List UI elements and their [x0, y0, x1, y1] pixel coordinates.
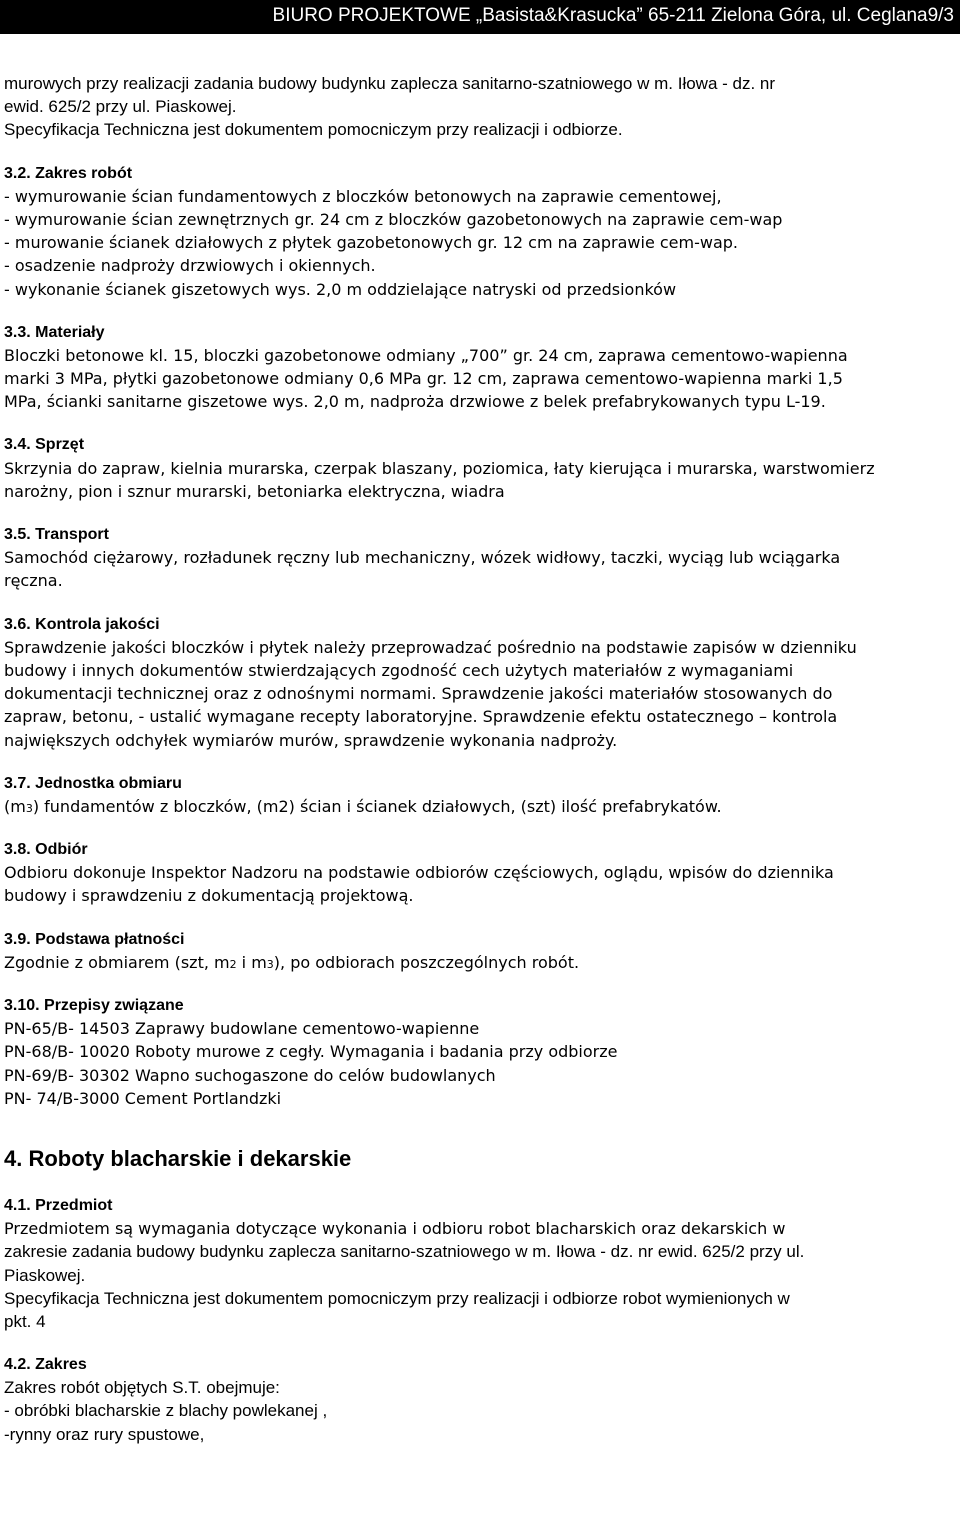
- section-heading-4-1: 4.1. Przedmiot: [4, 1196, 113, 1214]
- section-line: - osadzenie nadproży drzwiowych i okiennych.: [4, 256, 376, 276]
- section-line: budowy i sprawdzeniu z dokumentacją projektową.: [4, 886, 414, 906]
- subscript: 2: [229, 957, 237, 971]
- section-line: Skrzynia do zapraw, kielnia murarska, czerpak blaszany, poziomica, łaty kierująca i murarska, warstwomierz: [4, 458, 875, 478]
- section-heading-3-8: 3.8. Odbiór: [4, 841, 88, 859]
- page-header: [0, 0, 960, 34]
- section-line: Piaskowej.: [4, 1265, 86, 1285]
- section-heading-3-4: 3.4. Sprzęt: [4, 436, 85, 454]
- section-heading-4-2: 4.2. Zakres: [4, 1356, 87, 1374]
- section-line: Przedmiotem są wymagania dotyczące wykonania i odbioru robot blacharskich oraz dekarskich w: [4, 1219, 786, 1239]
- section-line: Sprawdzenie jakości bloczków i płytek należy przeprowadzać pośrednio na podstawie zapisów w dzienniku: [4, 637, 857, 657]
- section-heading-3-2: 3.2. Zakres robót: [4, 164, 133, 182]
- text-run: ), po odbiorach poszczególnych robót.: [273, 952, 580, 972]
- section-line: -rynny oraz rury spustowe,: [4, 1424, 205, 1444]
- section-line: Odbioru dokonuje Inspektor Nadzoru na podstawie odbiorów częściowych, oglądu, wpisów do dziennika: [4, 863, 834, 883]
- section-line: - wykonanie ścianek giszetowych wys. 2,0 m oddzielające natryski od przedsionków: [4, 279, 677, 299]
- norm-line: PN-69/B- 30302 Wapno suchogaszone do celów budowlanych: [4, 1065, 496, 1085]
- section-line: Bloczki betonowe kl. 15, bloczki gazobetonowe odmiany „700” gr. 24 cm, zaprawa cementowo-wapienna: [4, 345, 848, 365]
- text-run: ) fundamentów z bloczków, (m2) ścian i ścianek działowych, (szt) ilość prefabrykatów.: [32, 796, 722, 816]
- section-line: Specyfikacja Techniczna jest dokumentem pomocniczym przy realizacji i odbiorze robot wymienionych w: [4, 1288, 790, 1308]
- section-line: Samochód ciężarowy, rozładunek ręczny lub mechaniczny, wózek widłowy, taczki, wyciąg lub wciągarka: [4, 548, 841, 568]
- section-line: ręczna.: [4, 571, 63, 591]
- section-heading-3-7: 3.7. Jednostka obmiaru: [4, 774, 182, 792]
- section-heading-3-10: 3.10. Przepisy związane: [4, 997, 184, 1014]
- section-line: budowy i innych dokumentów stwierdzających zgodność cech użytych materiałów z wymaganiami: [4, 660, 794, 680]
- intro-line: ewid. 625/2 przy ul. Piaskowej.: [4, 97, 237, 117]
- text-run: i m: [236, 952, 267, 972]
- section-line: zapraw, betonu, - ustalić wymagane recepty laboratoryjne. Sprawdzenie efektu ostatecznego – kontrola: [4, 707, 838, 727]
- section-line: dokumentacji technicznej oraz z odnośnymi normami. Sprawdzenie jakości materiałów stosowanych do: [4, 684, 833, 704]
- intro-line: Specyfikacja Techniczna jest dokumentem pomocniczym przy realizacji i odbiorze.: [4, 120, 623, 140]
- document-body: [4, 72, 956, 1446]
- section-line: [4, 951, 956, 974]
- subscript: 3: [266, 957, 274, 971]
- norm-line: PN-68/B- 10020 Roboty murowe z cegły. Wymagania i badania przy odbiorze: [4, 1042, 618, 1062]
- section-line: - obróbki blacharskie z blachy powlekanej ,: [4, 1401, 328, 1421]
- section-line: - wymurowanie ścian fundamentowych z bloczków betonowych na zaprawie cementowej,: [4, 186, 722, 206]
- section-line: pkt. 4: [4, 1311, 46, 1331]
- section-heading-3-6: 3.6. Kontrola jakości: [4, 615, 160, 633]
- subscript: 3: [25, 801, 33, 815]
- text-run: (m: [4, 796, 26, 816]
- chapter-title: 4. Roboty blacharskie i dekarskie: [4, 1145, 352, 1171]
- header-text: BIURO PROJEKTOWE „Basista&Krasucka” 65-211 Zielona Góra, ul. Ceglana9/3: [272, 5, 954, 26]
- section-heading-3-9: 3.9. Podstawa płatności: [4, 930, 185, 948]
- norm-line: PN- 74/B-3000 Cement Portlandzki: [4, 1088, 282, 1108]
- section-line: - wymurowanie ścian zewnętrznych gr. 24 cm z bloczków gazobetonowych na zaprawie cem-wap: [4, 209, 783, 229]
- section-line: MPa, ścianki sanitarne giszetowe wys. 2,0 m, nadproża drzwiowe z belek prefabrykowanych typu L-19.: [4, 392, 826, 412]
- intro-line: murowych przy realizacji zadania budowy budynku zaplecza sanitarno-szatniowego w m. Iłowa - dz. nr: [4, 74, 776, 93]
- section-line: narożny, pion i sznur murarski, betoniarka elektryczna, wiadra: [4, 481, 505, 501]
- section-line: Zakres robót objętych S.T. obejmuje:: [4, 1378, 280, 1398]
- text-run: Zgodnie z obmiarem (szt, m: [4, 952, 230, 972]
- section-line: - murowanie ścianek działowych z płytek gazobetonowych gr. 12 cm na zaprawie cem-wap.: [4, 233, 739, 253]
- section-heading-3-5: 3.5. Transport: [4, 526, 109, 543]
- section-line: marki 3 MPa, płytki gazobetonowe odmiany 0,6 MPa gr. 12 cm, zaprawa cementowo-wapienna marki 1,5: [4, 369, 843, 389]
- norm-line: PN-65/B- 14503 Zaprawy budowlane cementowo-wapienne: [4, 1019, 480, 1039]
- section-line: największych odchyłek wymiarów murów, sprawdzenie wykonania nadproży.: [4, 730, 618, 750]
- section-line: zakresie zadania budowy budynku zaplecza sanitarno-szatniowego w m. Iłowa - dz. nr ewid. 625/2 przy ul.: [4, 1242, 805, 1262]
- section-heading-3-3: 3.3. Materiały: [4, 323, 105, 341]
- section-line: [4, 795, 956, 818]
